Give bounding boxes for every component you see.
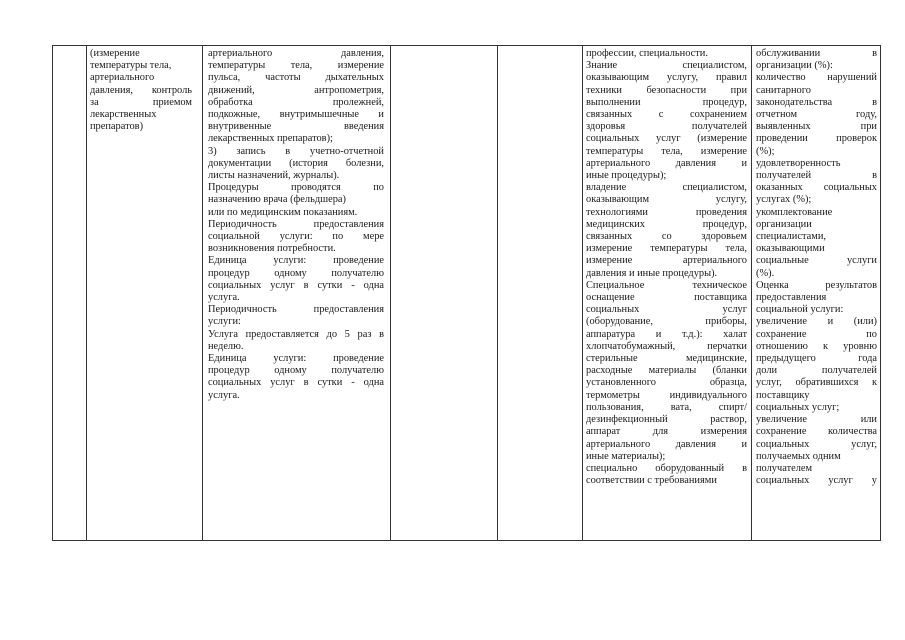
- cell-text-line: проведении проверок: [756, 133, 877, 145]
- cell-text-line: оказывающим услугу, правил: [586, 72, 747, 84]
- column-divider: [86, 45, 87, 541]
- cell-text-line: Единица услуги: проведение: [208, 255, 384, 267]
- cell-text-line: температуры тела,: [90, 60, 172, 72]
- cell-text-line: лекарственных препаратов);: [208, 133, 333, 145]
- cell-text-line: социальных услуг;: [756, 401, 840, 413]
- cell-text-line: хлопчатобумажный, перчатки: [586, 340, 747, 352]
- cell-text-line: процедур одному получателю: [208, 365, 384, 377]
- cell-text-line: артериального давления и: [586, 157, 747, 169]
- cell-text-line: услуги:: [208, 316, 241, 328]
- cell-text-line: иные материалы);: [586, 450, 666, 462]
- cell-text-line: Специальное техническое: [586, 279, 747, 291]
- cell-text-line: (измерение: [90, 48, 140, 59]
- cell-text-line: специалистами,: [756, 231, 826, 243]
- cell-text-line: увеличение и (или): [756, 316, 877, 328]
- cell-text-line: технологиями проведения: [586, 206, 747, 218]
- cell-text-line: неделю.: [208, 340, 244, 352]
- column-divider: [582, 45, 583, 541]
- cell-text-line: документации (история болезни,: [208, 157, 384, 169]
- cell-text-line: термометры индивидуального: [586, 389, 747, 401]
- cell-text-line: услуга.: [208, 389, 240, 401]
- cell-text-line: социальных услуг,: [756, 438, 877, 450]
- cell-text-line: увеличение или: [756, 414, 877, 426]
- cell-text-line: (%).: [756, 267, 775, 279]
- cell-text-line: листы назначений, журналы).: [208, 170, 340, 182]
- cell-text-line: социальной услуги:: [756, 304, 844, 316]
- table-cell-service-description: [90, 48, 192, 540]
- cell-text-line: санитарного: [756, 84, 811, 96]
- cell-text-line: услуг, обратившихся к: [756, 377, 877, 389]
- cell-text-line: 3) запись в учетно-отчетной: [208, 145, 384, 157]
- cell-text-line: Услуга предоставляется до 5 раз в: [208, 328, 384, 340]
- cell-text-line: сохранение по: [756, 328, 877, 340]
- cell-text-line: социальной услуги: по мере: [208, 231, 384, 243]
- cell-text-line: возникновения потребности.: [208, 243, 336, 255]
- cell-text-line: установленного образца,: [586, 377, 747, 389]
- cell-text-line: организации (%):: [756, 60, 833, 72]
- cell-text-line: услуга.: [208, 292, 240, 304]
- cell-text-line: за приемом: [90, 96, 192, 108]
- cell-text-line: артериального давления,: [208, 48, 384, 59]
- cell-text-line: предыдущего года: [756, 353, 877, 365]
- cell-text-line: давления и иные процедуры).: [586, 267, 718, 279]
- cell-text-line: получаемых одним: [756, 450, 841, 462]
- cell-text-line: услугах (%);: [756, 194, 812, 206]
- cell-text-line: подкожные, внутримышечные и: [208, 109, 384, 121]
- cell-text-line: медицинских процедур,: [586, 218, 747, 230]
- cell-text-line: получателей в: [756, 170, 877, 182]
- cell-text-line: социальных услуг (измерение: [586, 133, 747, 145]
- cell-text-line: аппаратура и т.д.): халат: [586, 328, 747, 340]
- cell-text-line: связанных со здоровьем: [586, 231, 747, 243]
- cell-text-line: артериального давления и: [586, 438, 747, 450]
- column-divider: [880, 45, 881, 541]
- cell-text-line: измерение температуры тела,: [586, 243, 747, 255]
- cell-text-line: Периодичность предоставления: [208, 218, 384, 230]
- column-divider: [751, 45, 752, 541]
- cell-text-line: техники безопасности при: [586, 84, 747, 96]
- table-cell-quality-indicators: [756, 48, 877, 540]
- cell-text-line: расходные материалы (бланки: [586, 365, 747, 377]
- cell-text-line: отношению к уровню: [756, 340, 877, 352]
- cell-text-line: давления, контроль: [90, 84, 192, 96]
- cell-text-line: внутривенные введения: [208, 121, 384, 133]
- cell-text-line: социальных услуг у: [756, 475, 877, 487]
- table-cell-service-conditions: [586, 48, 747, 540]
- cell-text-line: выполнении процедур,: [586, 96, 747, 108]
- cell-text-line: Процедуры проводятся по: [208, 182, 384, 194]
- column-divider: [497, 45, 498, 541]
- table-bottom-border: [52, 540, 880, 541]
- cell-text-line: назначению врача (фельдшера): [208, 194, 346, 206]
- column-divider: [202, 45, 203, 541]
- cell-text-line: температуры тела, измерение: [586, 145, 747, 157]
- cell-text-line: измерение артериального: [586, 255, 747, 267]
- cell-text-line: обработка пролежней,: [208, 96, 384, 108]
- cell-text-line: лекарственных: [90, 109, 157, 121]
- cell-text-line: или по медицинским показаниям.: [208, 206, 358, 218]
- cell-text-line: Оценка результатов: [756, 279, 877, 291]
- cell-text-line: удовлетворенность: [756, 157, 841, 169]
- cell-text-line: оказывающими: [756, 243, 825, 255]
- cell-text-line: стерильные медицинские,: [586, 353, 747, 365]
- cell-text-line: пользования, вата, спирт/: [586, 401, 747, 413]
- column-divider: [52, 45, 53, 541]
- cell-text-line: здоровья получателей: [586, 121, 747, 133]
- cell-text-line: социальные услуги: [756, 255, 877, 267]
- cell-text-line: артериального: [90, 72, 155, 84]
- cell-text-line: владение специалистом,: [586, 182, 747, 194]
- cell-text-line: предоставления: [756, 292, 827, 304]
- cell-text-line: препаратов): [90, 121, 144, 133]
- cell-text-line: Знание специалистом,: [586, 60, 747, 72]
- cell-text-line: специально оборудованный в: [586, 462, 747, 474]
- cell-text-line: дезинфекционный раствор,: [586, 414, 747, 426]
- cell-text-line: аппарат для измерения: [586, 426, 747, 438]
- cell-text-line: (оборудование, приборы,: [586, 316, 747, 328]
- cell-text-line: температуры тела, измерение: [208, 60, 384, 72]
- cell-text-line: (%);: [756, 145, 775, 157]
- cell-text-line: оказывающим услугу,: [586, 194, 747, 206]
- cell-text-line: оснащение поставщика: [586, 292, 747, 304]
- cell-text-line: отчетном году,: [756, 109, 877, 121]
- cell-text-line: укомплектование: [756, 206, 833, 218]
- cell-text-line: Единица услуги: проведение: [208, 353, 384, 365]
- cell-text-line: соответствии с требованиями: [586, 475, 717, 487]
- cell-text-line: оказанных социальных: [756, 182, 877, 194]
- cell-text-line: иные процедуры);: [586, 170, 667, 182]
- cell-text-line: организации: [756, 218, 812, 230]
- cell-text-line: процедур одному получателю: [208, 267, 384, 279]
- cell-text-line: движений, антропометрия,: [208, 84, 384, 96]
- cell-text-line: законодательства в: [756, 96, 877, 108]
- cell-text-line: количество нарушений: [756, 72, 877, 84]
- cell-text-line: Периодичность предоставления: [208, 304, 384, 316]
- cell-text-line: обслуживании в: [756, 48, 877, 59]
- cell-text-line: связанных с сохранением: [586, 109, 747, 121]
- cell-text-line: выявленных при: [756, 121, 877, 133]
- cell-text-line: получателем: [756, 462, 813, 474]
- column-divider: [390, 45, 391, 541]
- cell-text-line: доли получателей: [756, 365, 877, 377]
- cell-text-line: социальных услуг: [586, 304, 747, 316]
- cell-text-line: социальных услуг в сутки - одна: [208, 377, 384, 389]
- cell-text-line: поставщику: [756, 389, 810, 401]
- table-cell-service-content: [208, 48, 384, 540]
- cell-text-line: профессии, специальности.: [586, 48, 708, 59]
- table-top-border: [52, 45, 880, 46]
- cell-text-line: пульса, частоты дыхательных: [208, 72, 384, 84]
- cell-text-line: социальных услуг в сутки - одна: [208, 279, 384, 291]
- cell-text-line: сохранение количества: [756, 426, 877, 438]
